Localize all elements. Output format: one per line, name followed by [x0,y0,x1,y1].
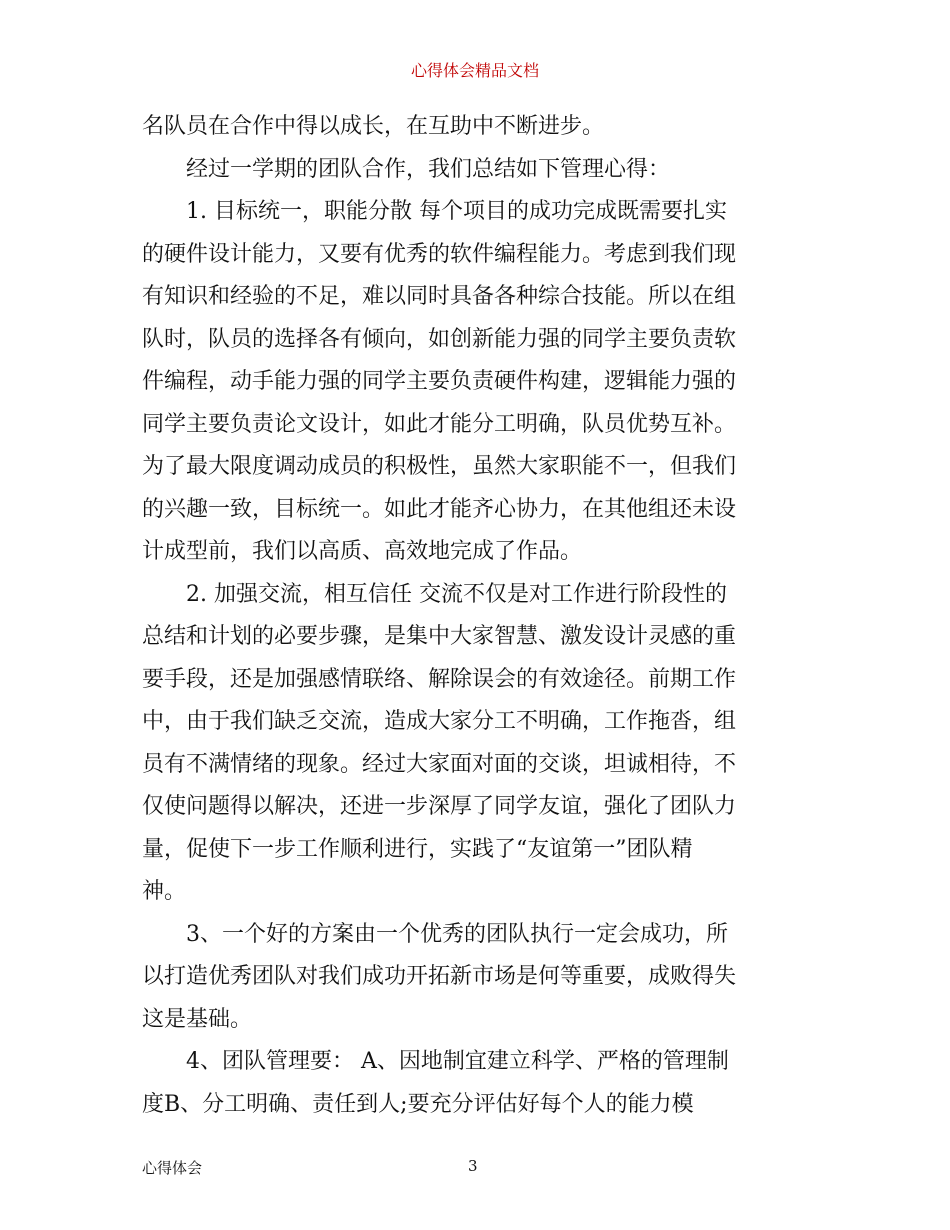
text-line: 总结和计划的必要步骤，是集中大家智慧、激发设计灵感的重 [142,624,737,649]
text-line: 件编程，动手能力强的同学主要负责硬件构建，逻辑能力强的 [142,369,737,394]
text-line: 为了最大限度调动成员的积极性，虽然大家职能不一，但我们 [142,454,737,479]
page-number: 3 [468,1157,478,1175]
page-header-title: 心得体会精品文档 [410,61,539,80]
text-line: 3、一个好的方案由一个优秀的团队执行一定会成功，所 [186,921,728,947]
text-line: 的兴趣一致，目标统一。如此才能齐心协力，在其他组还未设 [142,496,737,522]
document-body [142,106,812,1126]
text-line: 要手段，还是加强感情联络、解除误会的有效途径。前期工作 [142,666,737,692]
text-line: 中，由于我们缺乏交流，造成大家分工不明确，工作拖沓，组 [142,709,737,734]
text-line: 仅使问题得以解决，还进一步深厚了同学友谊，强化了团队力 [142,794,737,819]
text-line: 有知识和经验的不足，难以同时具备各种综合技能。所以在组 [142,284,737,309]
text-line: 员有不满情绪的现象。经过大家面对面的交谈，坦诚相待，不 [142,751,737,777]
text-line: 这是基础。 [142,1006,253,1032]
text-line: 度B、分工明确、责任到人;要充分评估好每个人的能力模 [142,1091,694,1117]
text-line: 量，促使下一步工作顺利进行，实践了“友谊第一”团队精 [142,836,693,862]
text-line: 的硬件设计能力，又要有优秀的软件编程能力。考虑到我们现 [142,241,737,267]
text-line: 计成型前，我们以高质、高效地完成了作品。 [142,539,583,564]
text-line: 2. 加强交流，相互信任 交流不仅是对工作进行阶段性的 [186,581,727,607]
text-line: 同学主要负责论文设计，如此才能分工明确，队员优势互补。 [142,411,737,437]
page-footer-label: 心得体会 [142,1159,203,1177]
text-line: 神。 [142,879,187,904]
text-line: 1. 目标统一，职能分散 每个项目的成功完成既需要扎实 [186,199,727,224]
text-line: 经过一学期的团队合作，我们总结如下管理心得： [186,156,671,182]
text-line: 队时，队员的选择各有倾向，如创新能力强的同学主要负责软 [142,326,737,352]
text-line: 以打造优秀团队对我们成功开拓新市场是何等重要，成败得失 [142,964,737,989]
text-line: 名队员在合作中得以成长，在互助中不断进步。 [142,114,605,139]
text-line: 4、团队管理要： A、因地制宜建立科学、严格的管理制 [186,1049,729,1074]
